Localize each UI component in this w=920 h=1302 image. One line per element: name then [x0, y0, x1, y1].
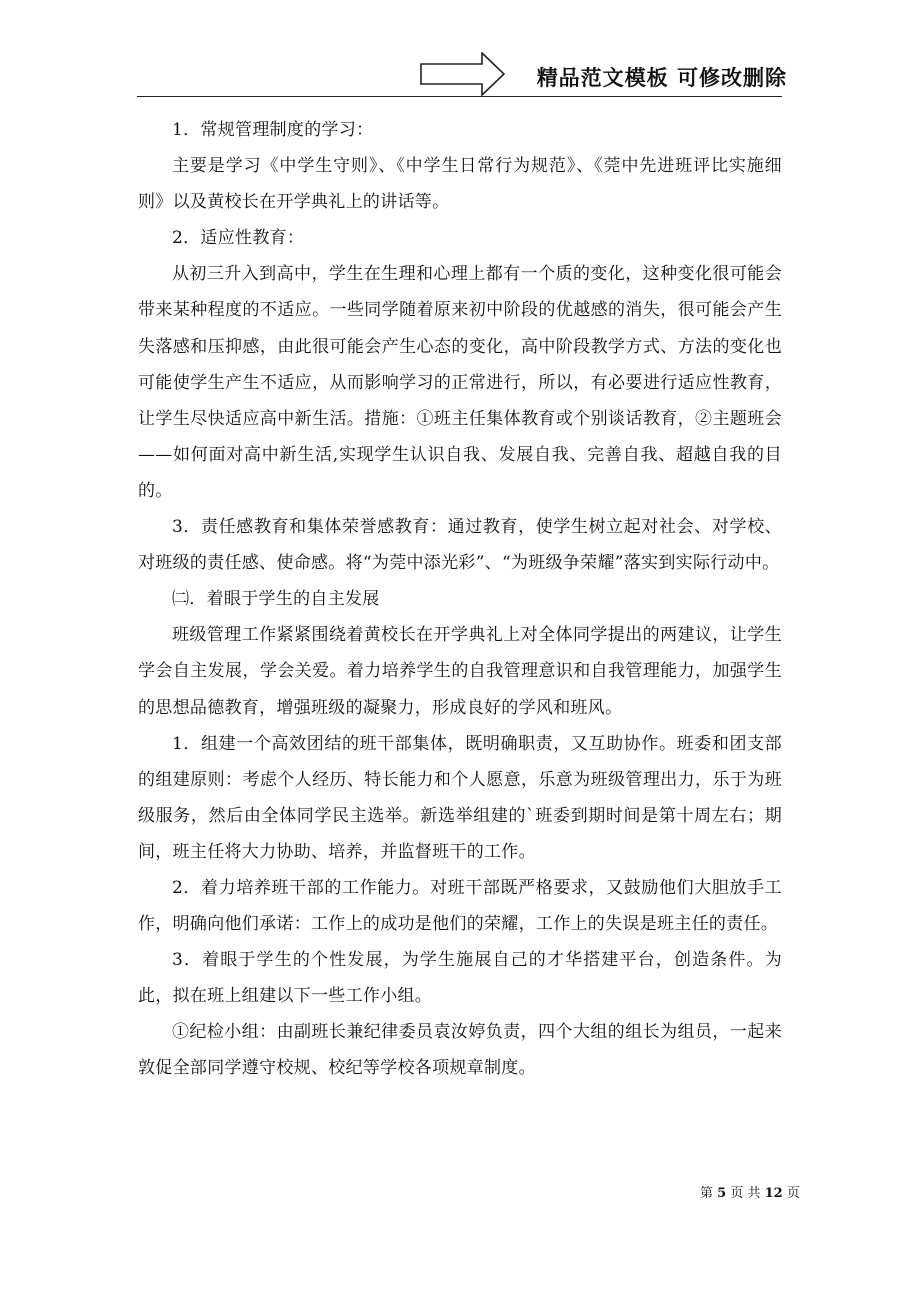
paragraph-adaptation-education: 从初三升入到高中，学生在生理和心理上都有一个质的变化，这种变化很可能会带来某种程度的不适应。一些同学随着原来初中阶段的优越感的消失，很可能会产生失落感和压抑感，由此很可能会产生心态的变化，高中阶段教学方式、方法的变化也可能使学生产生不适应，从而影响学习的正常进行，所以，有必要进行适应性教育，让学生尽快适应高中新生活。措施：①班主任集体教育或个别谈话教育，②主题班会——如何面对高中新生活,实现学生认识自我、发展自我、完善自我、超越自我的目的。 — [138, 264, 782, 501]
paragraph-responsibility-education: 3．责任感教育和集体荣誉感教育：通过教育，使学生树立起对社会、对学校、对班级的责任感、使命感。将“为莞中添光彩”、“为班级争荣耀”落实到实际行动中。 — [138, 517, 782, 574]
page-number-current: 5 — [717, 1186, 727, 1201]
paragraph-individual-development: 3．着眼于学生的个性发展，为学生施展自己的才华搭建平台，创造条件。为此，拟在班上组建以下一些工作小组。 — [138, 950, 782, 1007]
paragraph-self-development: 班级管理工作紧紧围绕着黄校长在开学典礼上对全体同学提出的两建议，让学生学会自主发展，学会关爱。着力培养学生的自我管理意识和自我管理能力，加强学生的思想品德教育，增强班级的凝聚力，形成良好的学风和班风。 — [138, 625, 782, 718]
page-number-suffix: 页 — [786, 1186, 800, 1201]
paragraph-cadre-ability: 2．着力培养班干部的工作能力。对班干部既严格要求，又鼓励他们大胆放手工作，明确向他们承诺：工作上的成功是他们的荣耀，工作上的失误是班主任的责任。 — [138, 877, 782, 935]
document-body — [138, 112, 782, 1087]
page-number-prefix: 第 — [700, 1186, 714, 1201]
section-heading-self-development: ㈡．着眼于学生的自主发展 — [172, 589, 380, 610]
header-divider — [137, 96, 782, 97]
page-number-middle: 页 共 — [730, 1186, 761, 1201]
paragraph-routine-rules: 主要是学习《中学生守则》、《中学生日常行为规范》、《莞中先进班评比实施细则》以及黄校长在开学典礼上的讲话等。 — [138, 156, 782, 213]
header-title: 精品范文模板 可修改删除 — [536, 66, 787, 90]
page-number-total: 12 — [764, 1186, 783, 1201]
heading-routine-rules: 1．常规管理制度的学习： — [172, 120, 374, 140]
heading-adaptation-education: 2．适应性教育： — [172, 228, 305, 249]
header-arrow-icon — [420, 52, 506, 96]
paragraph-discipline-group: ①纪检小组：由副班长兼纪律委员袁汝婷负责，四个大组的组长为组员，一起来敦促全部同学遵守校规、校纪等学校各项规章制度。 — [138, 1022, 782, 1079]
page-number — [700, 1182, 860, 1201]
paragraph-class-committee: 1．组建一个高效团结的班干部集体，既明确职责，又互助协作。班委和团支部的组建原则：考虑个人经历、特长能力和个人愿意，乐意为班级管理出力，乐于为班级服务，然后由全体同学民主选举。新选举组建的`班委到期时间是第十周左右；期间，班主任将大力协助、培养，并监督班干的工作。 — [138, 733, 782, 862]
